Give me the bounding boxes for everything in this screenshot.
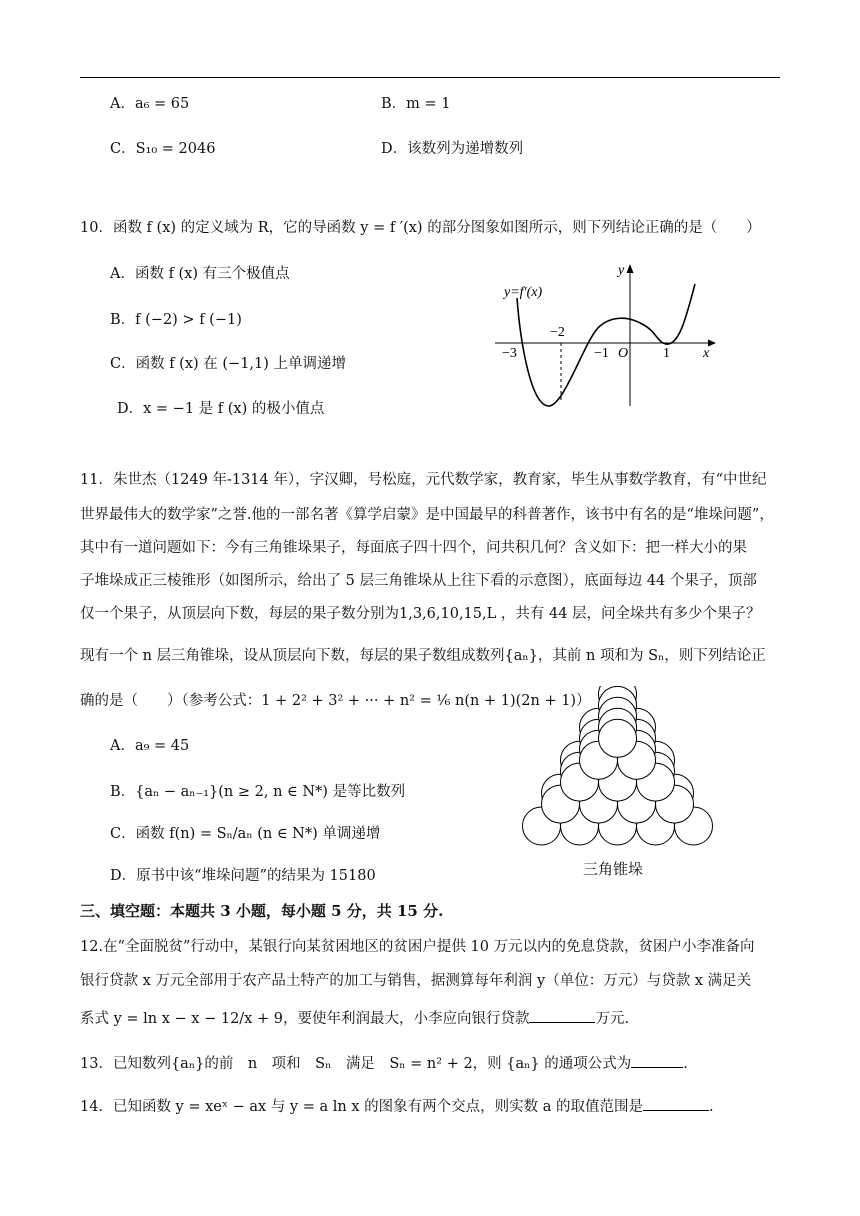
fruit-circle	[599, 719, 637, 757]
q11-line-4: 子堆垛成正三棱锥形（如图所示，给出了 5 层三角锥垛从上往下看的示意图），底面每边 44 个果子，顶部	[80, 573, 757, 589]
q12-line-1: 12.在“全面脱贫”行动中，某银行向某贫困地区的贫困户提供 10 万元以内的免息贷款，贫困户小李准备向	[80, 939, 755, 955]
q9-option-d: D．该数列为递增数列	[381, 141, 524, 157]
q11-option-d: D．原书中该“堆垛问题”的结果为 15180	[110, 868, 376, 884]
q11-line-2: 世界最伟大的数学家”之誉.他的一部名著《算学启蒙》是中国最早的科普著作，该书中有名的是“堆垛问题”，	[80, 507, 774, 523]
q13-line	[80, 1057, 688, 1072]
x-axis-label: x	[703, 346, 710, 361]
q12-line-3	[80, 1012, 629, 1027]
q13-suffix: .	[683, 1056, 688, 1072]
q12-line-3-suffix: 万元.	[595, 1011, 630, 1027]
q10-option-a: A．函数 f (x) 有三个极值点	[110, 266, 290, 282]
header-rule	[80, 77, 780, 78]
q10-option-d: D．x = −1 是 f (x) 的极小值点	[117, 401, 325, 417]
q14-suffix: .	[708, 1099, 714, 1115]
q11-option-a: A．a₉ = 45	[110, 738, 190, 754]
q9-option-b: B．m = 1	[381, 96, 451, 112]
q11-option-c: C．函数 f(n) = Sₙ/aₙ (n ∈ N*) 单调递增	[110, 826, 381, 842]
q9-option-a: A．a₆ = 65	[110, 96, 190, 112]
q11-line-1: 11．朱世杰（1249 年-1314 年），字汉卿，号松庭，元代数学家，教育家，毕生从事数学教育，有“中世纪	[80, 472, 767, 488]
q14-text: 14．已知函数 y = xeˣ − ax 与 y = a ln x 的图象有两个交点，则实数 a 的取值范围是	[80, 1099, 643, 1115]
q10-option-b: B．f (−2) > f (−1)	[110, 312, 242, 328]
q10-stem: 10．函数 f (x) 的定义域为 R，它的导函数 y = f ′(x) 的部分图象如图所示，则下列结论正确的是（ ）	[80, 220, 761, 236]
q11-line-5: 仅一个果子，从顶层向下数，每层的果子数分别为1,3,6,10,15,L ，共有 44 层，问全垛共有多少个果子？	[80, 606, 761, 622]
q9-option-c: C．S₁₀ = 2046	[110, 141, 216, 157]
q12-line-3-text: 系式 y = ln x − x − 12/x + 9，要使年利润最大，小李应向银行贷款	[80, 1011, 530, 1027]
q13-text: 13．已知数列{aₙ}的前 n 项和 Sₙ 满足 Sₙ = n² + 2，则 {aₙ} 的通项公式为	[80, 1056, 632, 1072]
tick-label-neg2: −2	[550, 325, 565, 340]
triangular-pile-figure	[515, 686, 720, 846]
tick-label-1: 1	[663, 346, 670, 361]
q12-answer-blank[interactable]	[529, 1022, 595, 1023]
q12-line-2: 银行贷款 x 万元全部用于农产品土特产的加工与销售，据测算每年利润 y（单位：万元）与贷款 x 满足关	[80, 973, 752, 989]
curve-label: y=f′(x)	[504, 285, 543, 300]
q11-line-6: 现有一个 n 层三角锥垛，设从顶层向下数，每层的果子数组成数列{aₙ}，其前 n 项和为 Sₙ，则下列结论正	[80, 648, 766, 664]
tick-label-neg1: −1	[594, 346, 609, 361]
tick-label-neg3: −3	[502, 346, 517, 361]
q14-answer-blank[interactable]	[643, 1110, 709, 1111]
q13-answer-blank[interactable]	[631, 1067, 683, 1068]
q14-line	[80, 1100, 714, 1115]
q11-line-7: 确的是（ ）（参考公式：1 + 2² + 3² + ··· + n² = ¹⁄₆ n(n + 1)(2n + 1)）	[80, 693, 591, 709]
figure-caption: 三角锥垛	[583, 860, 644, 878]
y-axis-arrow	[627, 264, 634, 273]
section-heading: 三、填空题：本题共 3 小题，每小题 5 分，共 15 分.	[80, 902, 444, 920]
derivative-graph	[490, 258, 722, 413]
q11-option-b: B．{aₙ − aₙ₋₁}(n ≥ 2, n ∈ N*) 是等比数列	[110, 784, 406, 800]
y-axis-label: y	[618, 263, 625, 278]
origin-label: O	[618, 346, 629, 361]
q10-option-c: C．函数 f (x) 在 (−1,1) 上单调递增	[110, 356, 347, 372]
q11-line-3: 其中有一道问题如下：今有三角锥垛果子，每面底子四十四个，问共积几何？含义如下：把一样大小的果	[80, 540, 747, 556]
